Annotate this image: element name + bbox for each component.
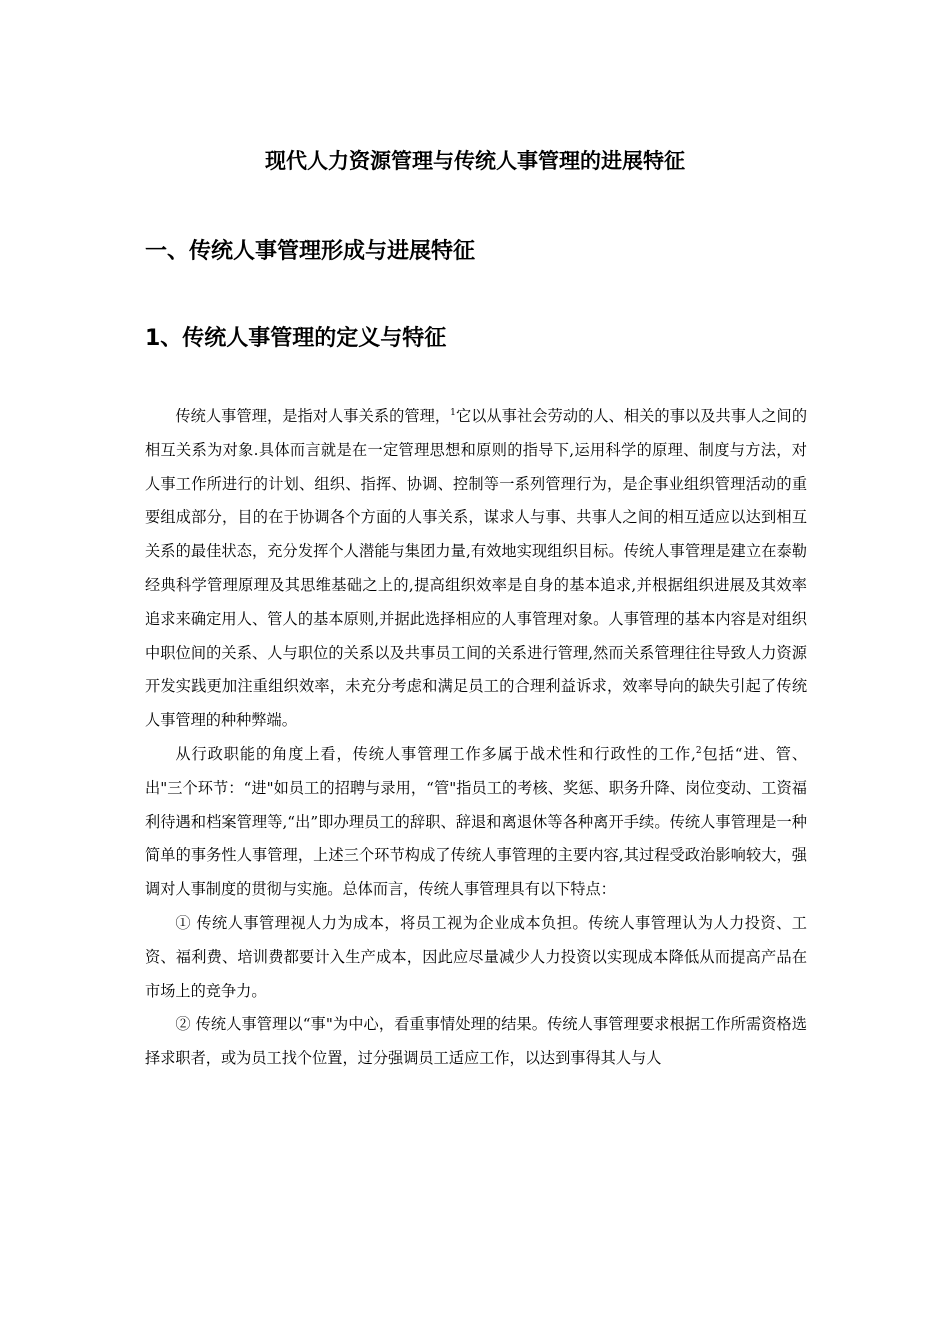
- footnote-mark-2[interactable]: 2: [695, 745, 702, 756]
- paragraph-2-text-rest: 包括“进、管、出"三个环节：“进"如员工的招聘与录用，“管"指员工的考核、奖惩、职务升降、岗位变动、工资福利待遇和档案管理等,“出”即办理员工的辞职、辞退和离退休等各种离开手续。传统人事管理是一种简单的事务性人事管理，上述三个环节构成了传统人事管理的主要内容,其过程受政治影响较大，强调对人事制度的贯彻与实施。总体而言，传统人事管理具有以下特点：: [145, 744, 808, 899]
- paragraph-1: [145, 400, 807, 738]
- body-text: [145, 400, 807, 1076]
- list-item-2: ② 传统人事管理以“事"为中心，看重事情处理的结果。传统人事管理要求根据工作所需资格选择求职者，或为员工找个位置，过分强调员工适应工作，以达到事得其人与人: [145, 1015, 807, 1068]
- footnote-mark-1[interactable]: 1: [450, 407, 456, 418]
- document-title: 现代人力资源管理与传统人事管理的进展特征: [265, 149, 685, 173]
- section-heading: 一、传统人事管理形成与进展特征: [145, 239, 476, 264]
- subsection-heading: 1、传统人事管理的定义与特征: [145, 326, 447, 351]
- paragraph-1-text-rest: 它以从事社会劳动的人、相关的事以及共事人之间的相互关系为对象.具体而言就是在一定管理思想和原则的指导下,运用科学的原理、制度与方法，对人事工作所进行的计划、组织、指挥、协调、控制等一系列管理行为，是企事业组织管理活动的重要组成部分，目的在于协调各个方面的人事关系，谋求人与事、共事人之间的相互适应以达到相互关系的最佳状态，充分发挥个人潜能与集团力量,有效地实现组织目标。传统人事管理是建立在泰勒经典科学管理原理及其思维基础之上的,提高组织效率是自身的基本追求,并根据组织进展及其效率追求来确定用人、管人的基本原则,并据此选择相应的人事管理对象。人事管理的基本内容是对组织中职位间的关系、人与职位的关系以及共事员工间的关系进行管理,然而关系管理往往导致人力资源开发实践更加注重组织效率，未充分考虑和满足员工的合理利益诉求，效率导向的缺失引起了传统人事管理的种种弊端。: [145, 407, 808, 730]
- paragraph-2-text-start: 从行政职能的角度上看，传统人事管理工作多属于战术性和行政性的工作,: [175, 744, 696, 763]
- paragraph-1-text-start: 传统人事管理，是指对人事关系的管理，: [175, 407, 451, 425]
- list-item-1: ① 传统人事管理视人力为成本，将员工视为企业成本负担。传统人事管理认为人力投资、工资、福利费、培训费都要计入生产成本，因此应尽量减少人力投资以实现成本降低从而提高产品在市场上的竞争力。: [145, 913, 807, 1000]
- paragraph-2: [145, 738, 807, 907]
